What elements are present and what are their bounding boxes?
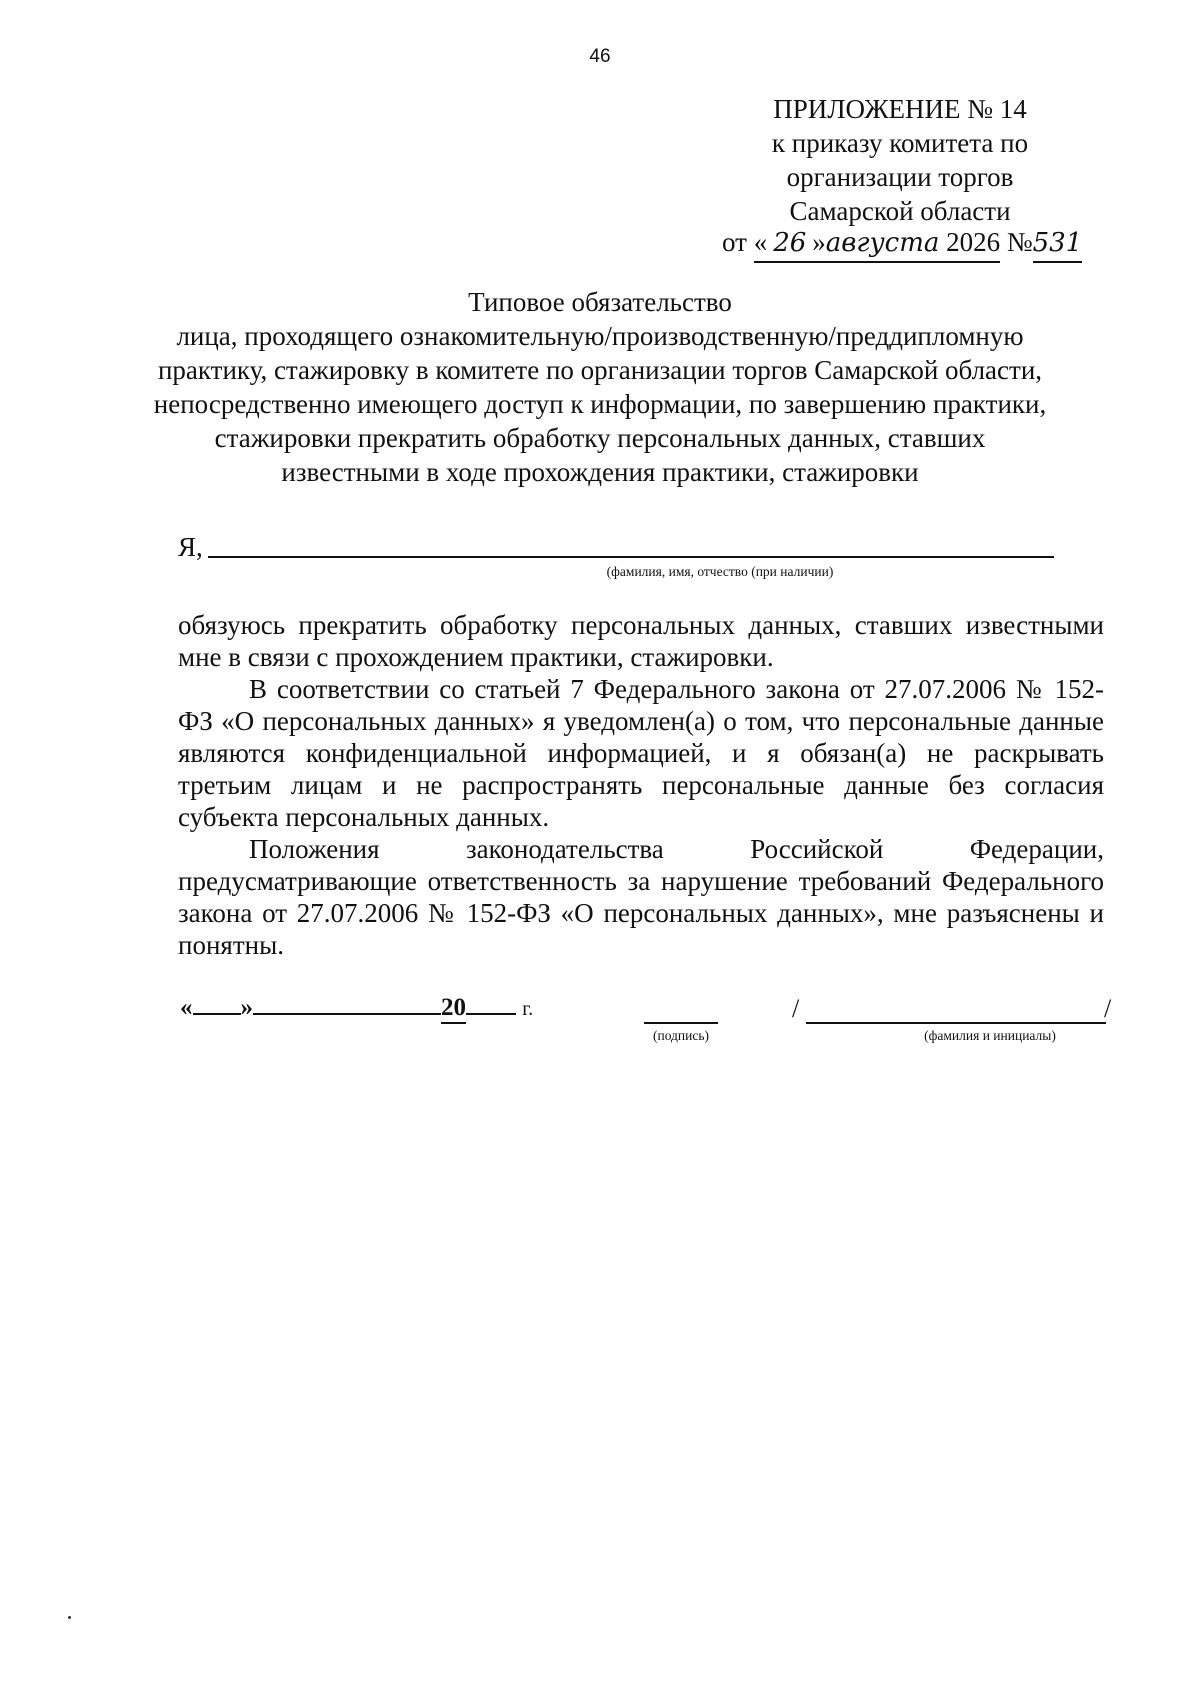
initials-caption: (фамилия и инициалы) [924,1028,1056,1043]
page-number: 46 [589,46,611,67]
heading-line-2: лица, проходящего ознакомительную/производственную/преддипломную [176,321,1024,351]
name-slash-left: / [792,994,800,1023]
name-slash-right: / [1104,994,1112,1023]
paragraph-2: В соответствии со статьей 7 Федерального закона от 27.07.2006 № 152-ФЗ «О персональных данных» я уведомлен(а) о том, что персональные данные являются конфиденциальной информацией, и я обязан(а) не раскрывать третьим лицам и не распространять персональные данные без согласия субъекта персональных данных. [178,674,1104,832]
signature-date: « » 20 г. [180,994,533,1024]
paragraph-3-first-line: Положения законодательства Российской Федерации, [249,834,1104,864]
year-suffix: г. [522,998,534,1020]
appendix-line-order: к приказу комитета по [771,128,1029,158]
date-year-prefix: 20 [441,994,466,1024]
paragraph-3-rest: предусматривающие ответственность за нарушение требований Федерального закона от 27.07.2006 № 152-ФЗ «О персональных данных», мне разъяснены и понятны. [178,866,1104,960]
signature-blank-line [644,1022,718,1024]
name-caption: (фамилия, имя, отчество (при наличии) [606,564,834,579]
date-year: 2026 [946,227,1001,257]
date-day-field: « 26 »августа 2026 [754,224,1000,263]
date-month: августа [825,228,940,258]
signature-caption: (подпись) [652,1028,710,1043]
date-year-blank [466,1013,516,1015]
appendix-title: ПРИЛОЖЕНИЕ № 14 [773,94,1027,124]
heading-line-6: известными в ходе прохождения практики, стажировки [281,457,919,487]
date-day: 26 [773,228,807,258]
paragraph-1: обязуюсь прекратить обработку персональных данных, ставших известными мне в связи с прохождением практики, стажировки. [178,610,1104,672]
name-prefix: Я, [178,532,203,562]
heading-line-4: непосредственно имеющего доступ к информации, по завершению практики, [153,389,1047,419]
number-prefix: № [1006,227,1033,257]
date-month-blank [253,1013,441,1015]
scan-speck [68,1616,71,1619]
date-prefix: от [722,227,747,257]
name-blank-line [208,556,1054,558]
document-heading [0,285,1200,489]
heading-line-3: практику, стажировку в комитете по организации торгов Самарской области, [157,355,1043,385]
date-day-blank [193,1013,241,1015]
heading-line-1: Типовое обязательство [468,287,732,317]
initials-blank-line [806,1022,1106,1024]
order-number: 531 [1033,225,1083,263]
document-body [178,609,1104,961]
appendix-line-org: организации торгов [786,162,1014,192]
heading-line-5: стажировки прекратить обработку персональных данных, ставших [214,423,986,453]
appendix-date-line [722,224,1082,263]
appendix-line-region: Самарской области [789,196,1011,226]
